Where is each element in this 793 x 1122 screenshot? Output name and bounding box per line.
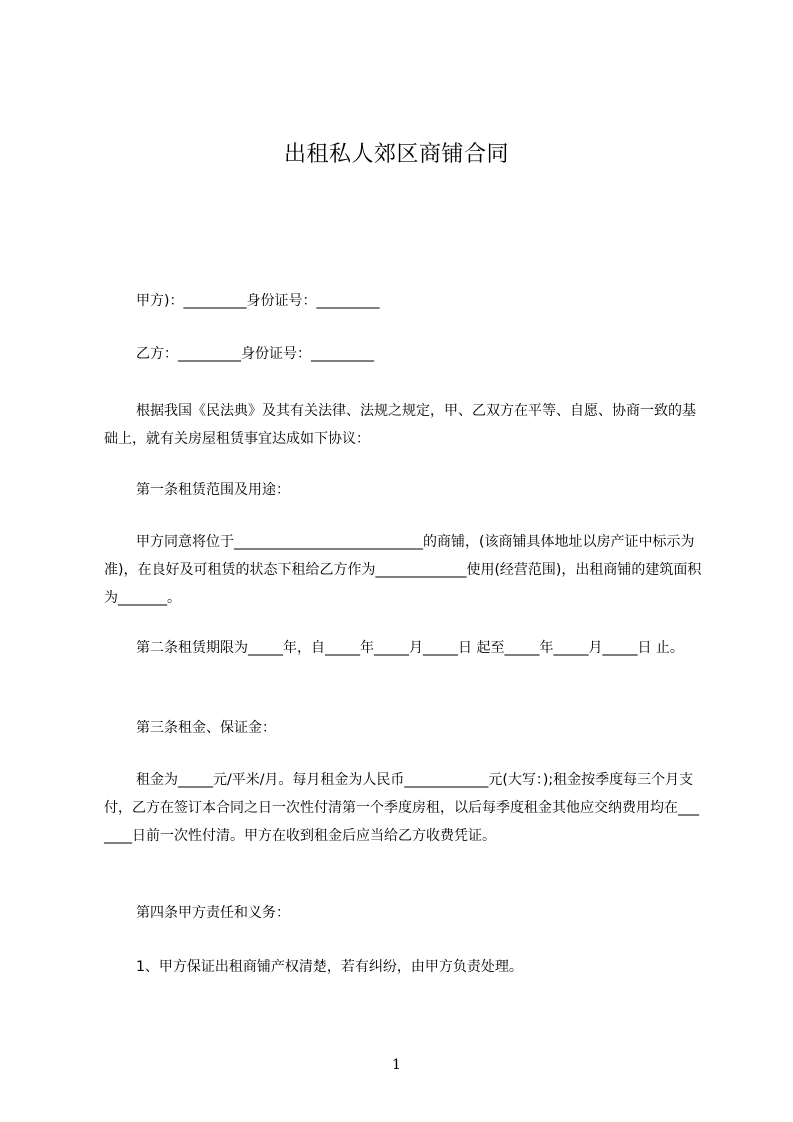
preamble-paragraph: 根据我国《民法典》及其有关法律、法规之规定，甲、乙双方在平等、自愿、协商一致的基础上，就有关房屋租赁事宜达成如下协议：	[104, 403, 696, 447]
page-number: 1	[392, 1057, 401, 1073]
article-4-heading: 第四条甲方责任和义务：	[136, 905, 290, 921]
article-3-body: 租金为_____元/平米/月。每月租金为人民币____________元(大写：);租金按季度每三个月支付，乙方在签订本合同之日一次性付清第一个季度房租，以后每季度租金其他应交纳费用均在_______日前一次性付清。甲方在收到租金后应当给乙方收费凭证。	[104, 772, 699, 844]
party-a-line: 甲方)：_________身份证号：_________	[136, 293, 380, 309]
article-2-paragraph: 第二条租赁期限为_____年，自_____年_____月_____日 起至_____年_____月_____日 止。	[136, 640, 684, 656]
article-4-item-1: 1、甲方保证出租商铺产权清楚，若有纠纷，由甲方负责处理。	[136, 959, 523, 975]
document-title: 出租私人郊区商铺合同	[283, 142, 509, 167]
article-3-heading: 第三条租金、保证金：	[136, 720, 276, 736]
article-1-body: 甲方同意将位于___________________________的商铺，(该商铺具体地址以房产证中标示为准)，在良好及可租赁的状态下租给乙方作为_____________使用(经营范围)，出租商铺的建筑面积为_______。	[104, 534, 702, 606]
article-1-heading: 第一条租赁范围及用途：	[136, 482, 290, 498]
party-b-line: 乙方：_________身份证号：_________	[136, 346, 374, 362]
